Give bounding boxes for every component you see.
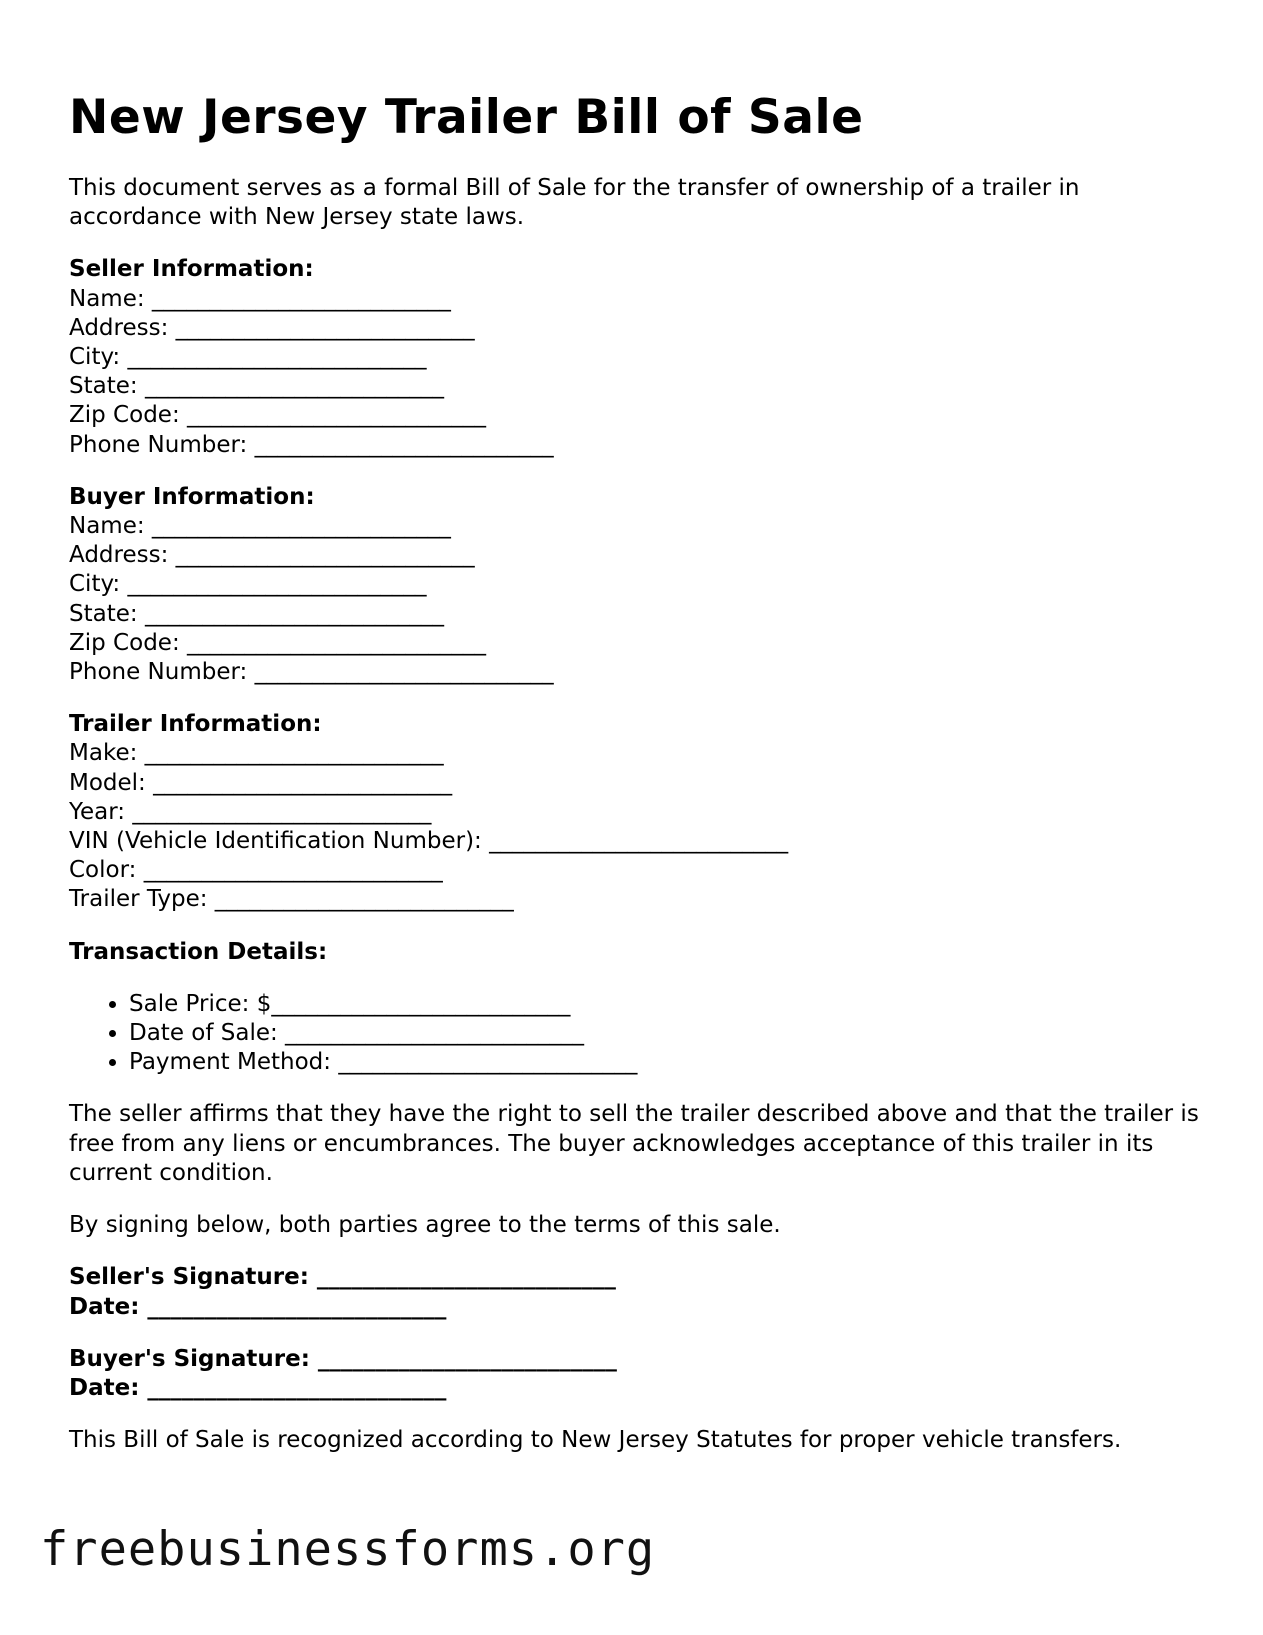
- seller-state-field: State: __________________________: [69, 373, 444, 400]
- transaction-list: [69, 990, 1199, 1078]
- buyer-heading: Buyer Information:: [69, 483, 315, 510]
- agreement-paragraph: By signing below, both parties agree to the terms of this sale.: [69, 1212, 781, 1239]
- seller-city-field: City: __________________________: [69, 344, 427, 371]
- buyer-phone-field: Phone Number: __________________________: [69, 659, 554, 686]
- transaction-heading: Transaction Details:: [69, 938, 328, 965]
- seller-date-line: Date: __________________________: [69, 1293, 447, 1320]
- buyer-signature-line: Buyer's Signature: __________________________: [69, 1345, 617, 1372]
- buyer-city-field: City: __________________________: [69, 571, 427, 598]
- seller-address-field: Address: __________________________: [69, 314, 475, 341]
- seller-zip-field: Zip Code: __________________________: [69, 402, 486, 429]
- seller-name-field: Name: __________________________: [69, 285, 451, 312]
- buyer-signature-block: [69, 1345, 1199, 1403]
- trailer-heading: Trailer Information:: [69, 711, 322, 738]
- sale-price-item: • Sale Price: $__________________________: [129, 990, 1199, 1019]
- intro-paragraph: This document serves as a formal Bill of Sale for the transfer of ownership of a trailer in accordance with New Jersey state laws.: [69, 175, 1080, 231]
- payment-method-item: • Payment Method: __________________________: [129, 1048, 1199, 1077]
- document-title: New Jersey Trailer Bill of Sale: [69, 90, 864, 145]
- buyer-zip-field: Zip Code: __________________________: [69, 629, 486, 656]
- affirmation-paragraph: The seller affirms that they have the right to sell the trailer described above and that the trailer is free from any liens or encumbrances. The buyer acknowledges acceptance of this trailer in its current condition.: [69, 1101, 1199, 1186]
- bill-of-sale-document: [69, 88, 1199, 1455]
- seller-information-section: [69, 255, 1199, 459]
- trailer-type-field: Trailer Type: __________________________: [69, 886, 514, 913]
- buyer-name-field: Name: __________________________: [69, 513, 451, 540]
- transaction-details-section: [69, 938, 1199, 1078]
- buyer-date-line: Date: __________________________: [69, 1374, 447, 1401]
- trailer-information-section: [69, 710, 1199, 914]
- seller-phone-field: Phone Number: __________________________: [69, 431, 554, 458]
- buyer-state-field: State: __________________________: [69, 600, 444, 627]
- trailer-model-field: Model: __________________________: [69, 769, 453, 796]
- buyer-address-field: Address: __________________________: [69, 542, 475, 569]
- seller-signature-line: Seller's Signature: __________________________: [69, 1264, 616, 1291]
- site-watermark: freebusinessforms.org: [40, 1522, 656, 1577]
- seller-signature-block: [69, 1263, 1199, 1321]
- trailer-year-field: Year: __________________________: [69, 798, 432, 825]
- buyer-information-section: [69, 483, 1199, 687]
- trailer-color-field: Color: __________________________: [69, 857, 443, 884]
- closing-paragraph: This Bill of Sale is recognized according to New Jersey Statutes for proper vehicle transfers.: [69, 1427, 1122, 1454]
- trailer-make-field: Make: __________________________: [69, 740, 444, 767]
- trailer-vin-field: VIN (Vehicle Identification Number): __________________________: [69, 828, 789, 855]
- date-of-sale-item: • Date of Sale: __________________________: [129, 1019, 1199, 1048]
- seller-heading: Seller Information:: [69, 256, 314, 283]
